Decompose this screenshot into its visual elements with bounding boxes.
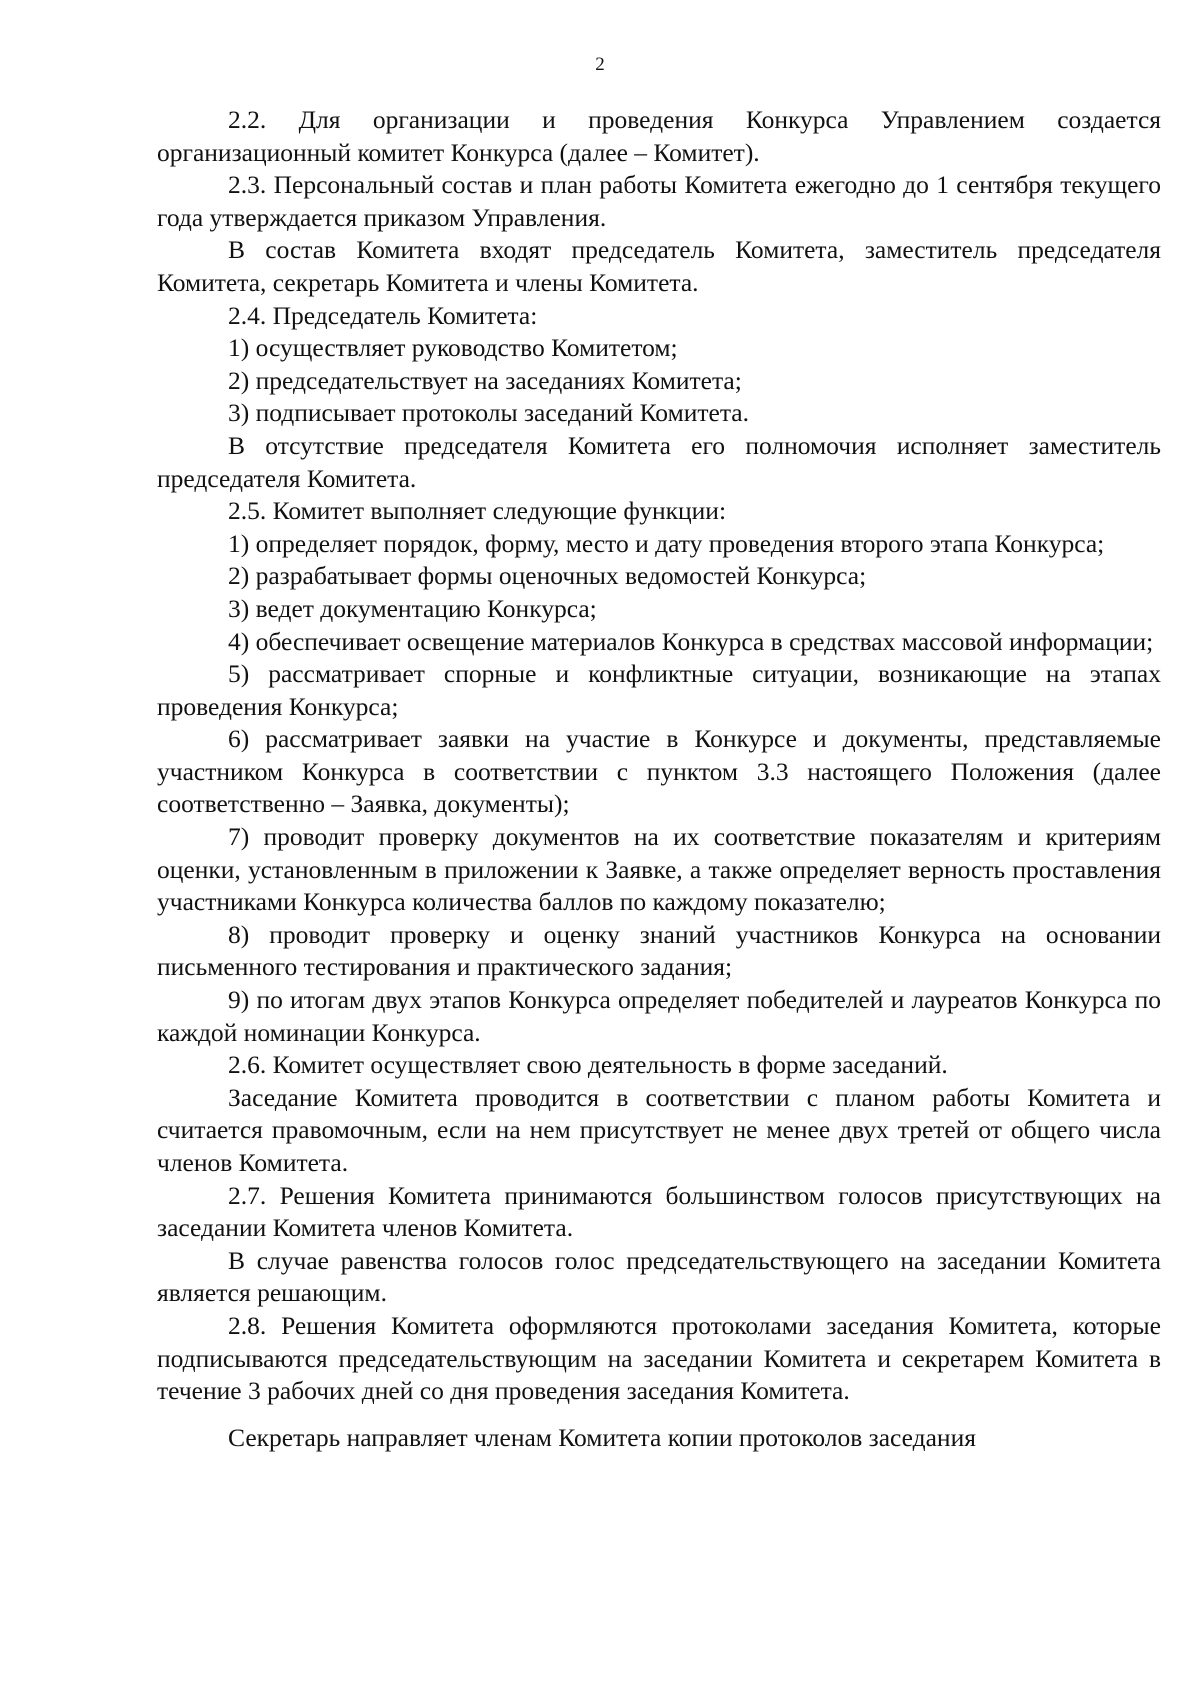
- list-item-function-2: 2) разрабатывает формы оценочных ведомостей Конкурса;: [228, 561, 867, 591]
- list-item-function-8: 8) проводит проверку и оценку знаний участников Конкурса на основании письменного тестирования и практического задания;: [157, 919, 1161, 982]
- paragraph-2-7: 2.7. Решения Комитета принимаются большинством голосов присутствующих на заседании Комитета членов Комитета.: [157, 1180, 1161, 1243]
- paragraph-secretary: Секретарь направляет членам Комитета копии протоколов заседания: [228, 1422, 976, 1452]
- list-item-chair-3: 3) подписывает протоколы заседаний Комитета.: [228, 398, 749, 428]
- list-item-function-1: 1) определяет порядок, форму, место и дату проведения второго этапа Конкурса;: [228, 528, 1105, 558]
- list-item-function-3: 3) ведет документацию Конкурса;: [228, 593, 597, 623]
- paragraph-2-4: 2.4. Председатель Комитета:: [228, 300, 538, 330]
- paragraph-2-2: 2.2. Для организации и проведения Конкурса Управлением создается организационный комитет Конкурса (далее – Комитет).: [157, 105, 1161, 167]
- list-item-function-5: 5) рассматривает спорные и конфликтные ситуации, возникающие на этапах проведения Конкурса;: [157, 659, 1161, 721]
- page-number: 2: [595, 54, 605, 75]
- list-item-function-9: 9) по итогам двух этапов Конкурса определяет победителей и лауреатов Конкурса по каждой номинации Конкурса.: [157, 985, 1161, 1047]
- list-item-chair-2: 2) председательствует на заседаниях Комитета;: [228, 365, 742, 395]
- list-item-function-7: 7) проводит проверку документов на их соответствие показателям и критериям оценки, установленным в приложении к Заявке, а также определяет верность проставления участниками Конкурса количества баллов по каждому показателю;: [157, 822, 1161, 917]
- list-item-chair-1: 1) осуществляет руководство Комитетом;: [228, 333, 678, 363]
- paragraph-meeting-quorum: Заседание Комитета проводится в соответствии с планом работы Комитета и считается правомочным, если на нем присутствует не менее двух третей от общего числа членов Комитета.: [157, 1082, 1161, 1177]
- document-body: [157, 104, 1161, 1454]
- paragraph-chair-absence: В отсутствие председателя Комитета его полномочия исполняет заместитель председателя Комитета.: [157, 430, 1161, 493]
- paragraph-committee-composition: В состав Комитета входят председатель Комитета, заместитель председателя Комитета, секретарь Комитета и члены Комитета.: [157, 235, 1161, 297]
- paragraph-2-8: 2.8. Решения Комитета оформляются протоколами заседания Комитета, которые подписываются председательствующим на заседании Комитета и секретарем Комитета в течение 3 рабочих дней со дня проведения заседания Комитета.: [157, 1310, 1161, 1406]
- paragraph-2-6: 2.6. Комитет осуществляет свою деятельность в форме заседаний.: [228, 1050, 948, 1080]
- paragraph-2-3: 2.3. Персональный состав и план работы Комитета ежегодно до 1 сентября текущего года утверждается приказом Управления.: [157, 170, 1161, 232]
- list-item-function-6: 6) рассматривает заявки на участие в Конкурсе и документы, представляемые участником Конкурса в соответствии с пунктом 3.3 настоящего Положения (далее соответственно – Заявка, документы);: [157, 724, 1161, 819]
- list-item-function-4: 4) обеспечивает освещение материалов Конкурса в средствах массовой информации;: [228, 626, 1154, 656]
- paragraph-tie-vote: В случае равенства голосов голос председательствующего на заседании Комитета является решающим.: [157, 1245, 1161, 1308]
- paragraph-2-5: 2.5. Комитет выполняет следующие функции:: [228, 496, 727, 526]
